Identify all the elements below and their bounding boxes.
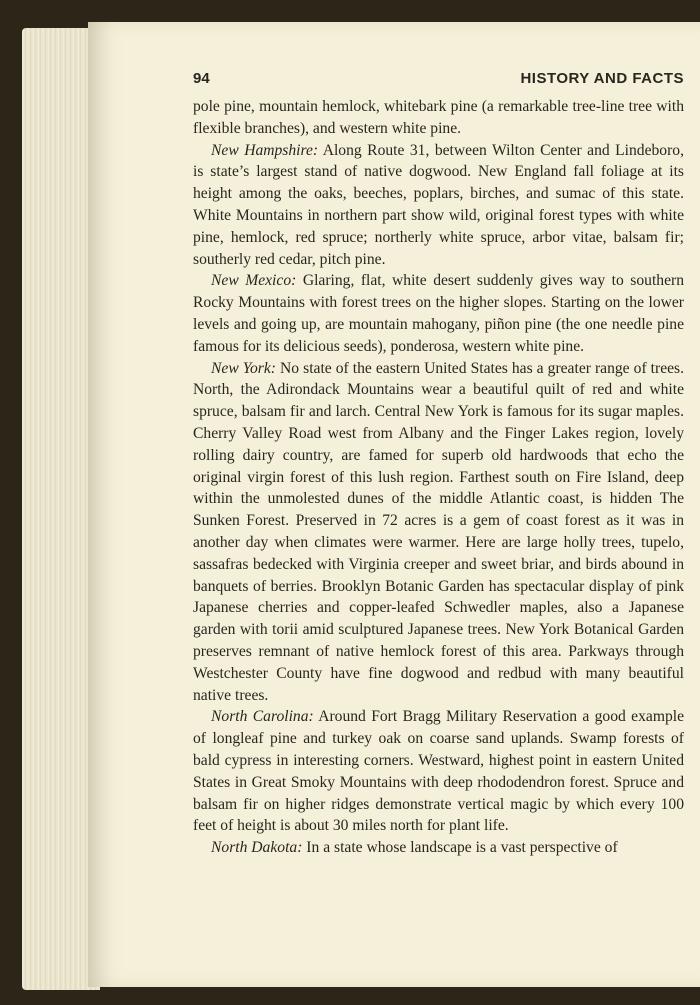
running-header xyxy=(193,70,684,94)
paragraph-text: pole pine, mountain hemlock, whitebark pine (a remarkable tree-line tree with flexible branches), and western white pine. xyxy=(193,98,684,137)
page-number: 94 xyxy=(193,70,210,87)
paragraph xyxy=(193,96,684,140)
paragraph-text: Glaring, flat, white desert suddenly gives way to southern Rocky Mountains with forest trees on the higher slopes. Starting on the lower levels and going up, are mountain mahogany, piñon pine (the one needle pine famous for its delicious seeds), ponderosa, western white pine. xyxy=(193,272,684,355)
state-name: New York: xyxy=(211,359,276,377)
state-name: North Dakota: xyxy=(211,839,303,857)
paragraph-text: Around Fort Bragg Military Reservation a good example of longleaf pine and turkey oak on coarse sand uplands. Swamp forests of bald cypress in interesting corners. Westward, highest point in eastern United States in Great Smoky Mountains with deep rhododendron forest. Spruce and balsam fir on higher ridges demonstrate vertical magic by which every 100 feet of height is about 30 miles north for plant life. xyxy=(193,708,684,835)
paragraph xyxy=(193,270,684,357)
paragraph xyxy=(193,140,684,271)
page-body xyxy=(193,96,684,859)
paragraph xyxy=(193,706,684,837)
running-title: HISTORY AND FACTS xyxy=(520,70,684,87)
state-name: North Carolina: xyxy=(211,708,314,726)
paragraph-text: Along Route 31, between Wilton Center and Lindeboro, is state’s largest stand of native dogwood. New England fall foliage at its height among the oaks, beeches, poplars, birches, and sumac of this state. White Mountains in northern part show wild, original forest types with white pine, hemlock, red spruce; northerly white spruce, arbor vitae, balsam fir; southerly red cedar, pitch pine. xyxy=(193,141,684,268)
state-name: New Mexico: xyxy=(211,272,297,290)
paragraph-text: No state of the eastern United States has a greater range of trees. North, the Adirondack Mountains wear a beautiful quilt of red and white spruce, balsam fir and larch. Central New York is famous for its sugar maples. Cherry Valley Road west from Albany and the Finger Lakes region, lovely rolling dairy country, are famed for superb old hardwoods that echo the original virgin forest of this lush region. Farthest south on Fire Island, deep within the unmolested dunes of the middle Atlantic coast, is hidden The Sunken Forest. Preserved in 72 acres is a gem of coast forest as it was in another day when climates were warmer. Here are large holly trees, tupelo, sassafras bedecked with Virginia creeper and sweet briar, and birds abound in banquets of berries. Brooklyn Botanic Garden has spectacular display of pink Japanese cherries and copper-leafed Schwedler maples, also a Japanese garden with torii amid sculptured Japanese trees. New York Botanical Garden preserves remnant of native hemlock forest of this area. Parkways through Westchester County have fine dogwood and redbud with many beautiful native trees. xyxy=(193,359,685,704)
paragraph-text: In a state whose landscape is a vast perspective of xyxy=(302,839,618,857)
paragraph xyxy=(193,358,684,707)
paragraph xyxy=(193,837,684,859)
state-name: New Hampshire: xyxy=(211,141,319,159)
